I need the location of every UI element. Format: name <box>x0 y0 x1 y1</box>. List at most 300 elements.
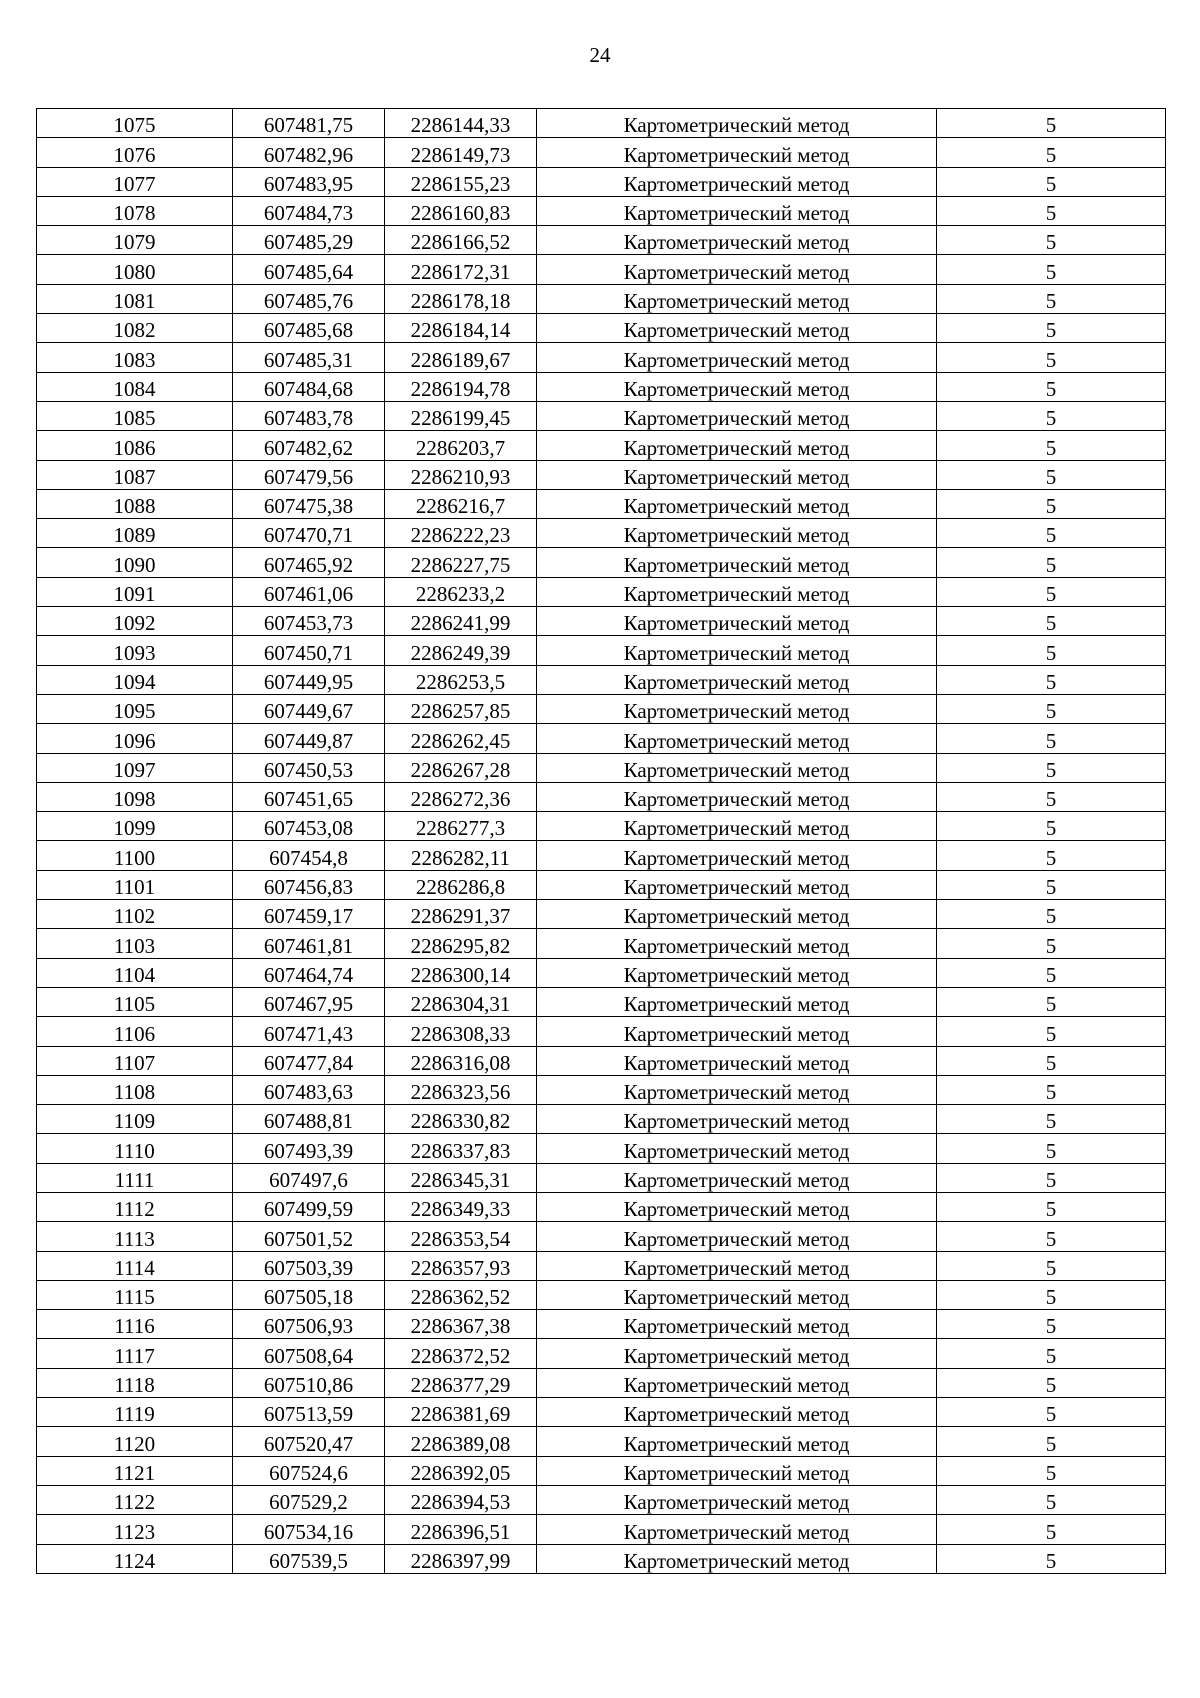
method-cell: Картометрический метод <box>537 1017 937 1046</box>
table-row <box>37 109 1166 138</box>
point-number-cell: 1116 <box>37 1310 233 1339</box>
y-coordinate-cell: 2286397,99 <box>385 1544 537 1573</box>
point-number-cell: 1081 <box>37 284 233 313</box>
point-number-cell: 1087 <box>37 460 233 489</box>
x-coordinate-cell: 607461,06 <box>233 577 385 606</box>
accuracy-cell: 5 <box>937 167 1166 196</box>
x-coordinate-cell: 607450,71 <box>233 636 385 665</box>
x-coordinate-cell: 607479,56 <box>233 460 385 489</box>
y-coordinate-cell: 2286144,33 <box>385 109 537 138</box>
x-coordinate-cell: 607520,47 <box>233 1427 385 1456</box>
method-cell: Картометрический метод <box>537 284 937 313</box>
point-number-cell: 1101 <box>37 870 233 899</box>
point-number-cell: 1111 <box>37 1163 233 1192</box>
x-coordinate-cell: 607529,2 <box>233 1485 385 1514</box>
x-coordinate-cell: 607475,38 <box>233 489 385 518</box>
y-coordinate-cell: 2286349,33 <box>385 1192 537 1221</box>
accuracy-cell: 5 <box>937 431 1166 460</box>
table-row <box>37 1134 1166 1163</box>
accuracy-cell: 5 <box>937 1046 1166 1075</box>
method-cell: Картометрический метод <box>537 958 937 987</box>
accuracy-cell: 5 <box>937 1222 1166 1251</box>
table-row <box>37 1017 1166 1046</box>
method-cell: Картометрический метод <box>537 548 937 577</box>
method-cell: Картометрический метод <box>537 782 937 811</box>
table-row <box>37 284 1166 313</box>
point-number-cell: 1092 <box>37 607 233 636</box>
method-cell: Картометрический метод <box>537 196 937 225</box>
method-cell: Картометрический метод <box>537 1427 937 1456</box>
table-row <box>37 1105 1166 1134</box>
method-cell: Картометрический метод <box>537 1398 937 1427</box>
y-coordinate-cell: 2286194,78 <box>385 372 537 401</box>
accuracy-cell: 5 <box>937 548 1166 577</box>
point-number-cell: 1084 <box>37 372 233 401</box>
point-number-cell: 1093 <box>37 636 233 665</box>
x-coordinate-cell: 607539,5 <box>233 1544 385 1573</box>
y-coordinate-cell: 2286316,08 <box>385 1046 537 1075</box>
table-row <box>37 753 1166 782</box>
method-cell: Картометрический метод <box>537 1105 937 1134</box>
x-coordinate-cell: 607505,18 <box>233 1280 385 1309</box>
table-row <box>37 812 1166 841</box>
method-cell: Картометрический метод <box>537 401 937 430</box>
table-row <box>37 1075 1166 1104</box>
y-coordinate-cell: 2286160,83 <box>385 196 537 225</box>
x-coordinate-cell: 607464,74 <box>233 958 385 987</box>
point-number-cell: 1076 <box>37 138 233 167</box>
method-cell: Картометрический метод <box>537 1544 937 1573</box>
y-coordinate-cell: 2286300,14 <box>385 958 537 987</box>
table-row <box>37 1222 1166 1251</box>
method-cell: Картометрический метод <box>537 167 937 196</box>
point-number-cell: 1103 <box>37 929 233 958</box>
point-number-cell: 1085 <box>37 401 233 430</box>
table-row <box>37 519 1166 548</box>
point-number-cell: 1104 <box>37 958 233 987</box>
y-coordinate-cell: 2286210,93 <box>385 460 537 489</box>
accuracy-cell: 5 <box>937 841 1166 870</box>
y-coordinate-cell: 2286396,51 <box>385 1515 537 1544</box>
x-coordinate-cell: 607503,39 <box>233 1251 385 1280</box>
table-row <box>37 138 1166 167</box>
x-coordinate-cell: 607483,63 <box>233 1075 385 1104</box>
accuracy-cell: 5 <box>937 724 1166 753</box>
y-coordinate-cell: 2286337,83 <box>385 1134 537 1163</box>
page-number: 24 <box>589 43 611 67</box>
accuracy-cell: 5 <box>937 1251 1166 1280</box>
y-coordinate-cell: 2286362,52 <box>385 1280 537 1309</box>
y-coordinate-cell: 2286353,54 <box>385 1222 537 1251</box>
method-cell: Картометрический метод <box>537 812 937 841</box>
x-coordinate-cell: 607450,53 <box>233 753 385 782</box>
method-cell: Картометрический метод <box>537 1485 937 1514</box>
accuracy-cell: 5 <box>937 1485 1166 1514</box>
table-row <box>37 489 1166 518</box>
method-cell: Картометрический метод <box>537 1222 937 1251</box>
accuracy-cell: 5 <box>937 870 1166 899</box>
x-coordinate-cell: 607465,92 <box>233 548 385 577</box>
y-coordinate-cell: 2286149,73 <box>385 138 537 167</box>
accuracy-cell: 5 <box>937 314 1166 343</box>
accuracy-cell: 5 <box>937 958 1166 987</box>
point-number-cell: 1083 <box>37 343 233 372</box>
x-coordinate-cell: 607485,64 <box>233 255 385 284</box>
point-number-cell: 1075 <box>37 109 233 138</box>
accuracy-cell: 5 <box>937 1163 1166 1192</box>
x-coordinate-cell: 607488,81 <box>233 1105 385 1134</box>
accuracy-cell: 5 <box>937 753 1166 782</box>
method-cell: Картометрический метод <box>537 431 937 460</box>
accuracy-cell: 5 <box>937 226 1166 255</box>
point-number-cell: 1114 <box>37 1251 233 1280</box>
table-row <box>37 1485 1166 1514</box>
accuracy-cell: 5 <box>937 372 1166 401</box>
table-row <box>37 314 1166 343</box>
point-number-cell: 1102 <box>37 900 233 929</box>
y-coordinate-cell: 2286277,3 <box>385 812 537 841</box>
table-row <box>37 226 1166 255</box>
y-coordinate-cell: 2286357,93 <box>385 1251 537 1280</box>
y-coordinate-cell: 2286199,45 <box>385 401 537 430</box>
accuracy-cell: 5 <box>937 1017 1166 1046</box>
accuracy-cell: 5 <box>937 489 1166 518</box>
table-row <box>37 1280 1166 1309</box>
accuracy-cell: 5 <box>937 1368 1166 1397</box>
table-row <box>37 167 1166 196</box>
method-cell: Картометрический метод <box>537 665 937 694</box>
table-row <box>37 255 1166 284</box>
x-coordinate-cell: 607453,73 <box>233 607 385 636</box>
method-cell: Картометрический метод <box>537 372 937 401</box>
method-cell: Картометрический метод <box>537 724 937 753</box>
method-cell: Картометрический метод <box>537 1192 937 1221</box>
table-row <box>37 636 1166 665</box>
y-coordinate-cell: 2286227,75 <box>385 548 537 577</box>
y-coordinate-cell: 2286253,5 <box>385 665 537 694</box>
accuracy-cell: 5 <box>937 519 1166 548</box>
y-coordinate-cell: 2286377,29 <box>385 1368 537 1397</box>
accuracy-cell: 5 <box>937 284 1166 313</box>
accuracy-cell: 5 <box>937 1134 1166 1163</box>
x-coordinate-cell: 607513,59 <box>233 1398 385 1427</box>
point-number-cell: 1088 <box>37 489 233 518</box>
point-number-cell: 1077 <box>37 167 233 196</box>
table-row <box>37 196 1166 225</box>
x-coordinate-cell: 607485,31 <box>233 343 385 372</box>
point-number-cell: 1112 <box>37 1192 233 1221</box>
method-cell: Картометрический метод <box>537 343 937 372</box>
x-coordinate-cell: 607449,67 <box>233 694 385 723</box>
table-row <box>37 929 1166 958</box>
y-coordinate-cell: 2286241,99 <box>385 607 537 636</box>
method-cell: Картометрический метод <box>537 636 937 665</box>
point-number-cell: 1095 <box>37 694 233 723</box>
x-coordinate-cell: 607477,84 <box>233 1046 385 1075</box>
point-number-cell: 1123 <box>37 1515 233 1544</box>
x-coordinate-cell: 607524,6 <box>233 1456 385 1485</box>
table-row <box>37 372 1166 401</box>
method-cell: Картометрический метод <box>537 1134 937 1163</box>
method-cell: Картометрический метод <box>537 519 937 548</box>
x-coordinate-cell: 607510,86 <box>233 1368 385 1397</box>
table-row <box>37 1456 1166 1485</box>
method-cell: Картометрический метод <box>537 1163 937 1192</box>
accuracy-cell: 5 <box>937 1075 1166 1104</box>
table-row <box>37 870 1166 899</box>
accuracy-cell: 5 <box>937 577 1166 606</box>
table-row <box>37 1515 1166 1544</box>
table-row <box>37 1046 1166 1075</box>
method-cell: Картометрический метод <box>537 607 937 636</box>
table-row <box>37 1427 1166 1456</box>
table-row <box>37 1398 1166 1427</box>
table-row <box>37 987 1166 1016</box>
point-number-cell: 1090 <box>37 548 233 577</box>
accuracy-cell: 5 <box>937 1280 1166 1309</box>
table-row <box>37 401 1166 430</box>
method-cell: Картометрический метод <box>537 870 937 899</box>
y-coordinate-cell: 2286308,33 <box>385 1017 537 1046</box>
y-coordinate-cell: 2286267,28 <box>385 753 537 782</box>
accuracy-cell: 5 <box>937 460 1166 489</box>
y-coordinate-cell: 2286166,52 <box>385 226 537 255</box>
point-number-cell: 1089 <box>37 519 233 548</box>
table-row <box>37 343 1166 372</box>
point-number-cell: 1115 <box>37 1280 233 1309</box>
accuracy-cell: 5 <box>937 138 1166 167</box>
y-coordinate-cell: 2286222,23 <box>385 519 537 548</box>
y-coordinate-cell: 2286392,05 <box>385 1456 537 1485</box>
point-number-cell: 1094 <box>37 665 233 694</box>
table-row <box>37 900 1166 929</box>
accuracy-cell: 5 <box>937 1427 1166 1456</box>
x-coordinate-cell: 607484,73 <box>233 196 385 225</box>
y-coordinate-cell: 2286345,31 <box>385 1163 537 1192</box>
x-coordinate-cell: 607470,71 <box>233 519 385 548</box>
x-coordinate-cell: 607485,76 <box>233 284 385 313</box>
x-coordinate-cell: 607461,81 <box>233 929 385 958</box>
point-number-cell: 1121 <box>37 1456 233 1485</box>
table-row <box>37 1251 1166 1280</box>
coordinates-table-body <box>37 109 1166 1574</box>
x-coordinate-cell: 607456,83 <box>233 870 385 899</box>
y-coordinate-cell: 2286249,39 <box>385 636 537 665</box>
point-number-cell: 1120 <box>37 1427 233 1456</box>
y-coordinate-cell: 2286257,85 <box>385 694 537 723</box>
y-coordinate-cell: 2286178,18 <box>385 284 537 313</box>
method-cell: Картометрический метод <box>537 489 937 518</box>
coordinates-table <box>36 108 1166 1574</box>
x-coordinate-cell: 607454,8 <box>233 841 385 870</box>
table-row <box>37 548 1166 577</box>
accuracy-cell: 5 <box>937 343 1166 372</box>
method-cell: Картометрический метод <box>537 1280 937 1309</box>
method-cell: Картометрический метод <box>537 1310 937 1339</box>
y-coordinate-cell: 2286282,11 <box>385 841 537 870</box>
method-cell: Картометрический метод <box>537 987 937 1016</box>
table-row <box>37 958 1166 987</box>
x-coordinate-cell: 607482,96 <box>233 138 385 167</box>
accuracy-cell: 5 <box>937 401 1166 430</box>
point-number-cell: 1099 <box>37 812 233 841</box>
x-coordinate-cell: 607467,95 <box>233 987 385 1016</box>
method-cell: Картометрический метод <box>537 1368 937 1397</box>
method-cell: Картометрический метод <box>537 929 937 958</box>
y-coordinate-cell: 2286172,31 <box>385 255 537 284</box>
table-row <box>37 1310 1166 1339</box>
table-row <box>37 577 1166 606</box>
method-cell: Картометрический метод <box>537 841 937 870</box>
table-row <box>37 782 1166 811</box>
point-number-cell: 1106 <box>37 1017 233 1046</box>
x-coordinate-cell: 607482,62 <box>233 431 385 460</box>
accuracy-cell: 5 <box>937 636 1166 665</box>
point-number-cell: 1110 <box>37 1134 233 1163</box>
table-row <box>37 607 1166 636</box>
point-number-cell: 1082 <box>37 314 233 343</box>
y-coordinate-cell: 2286389,08 <box>385 1427 537 1456</box>
x-coordinate-cell: 607499,59 <box>233 1192 385 1221</box>
table-row <box>37 1192 1166 1221</box>
accuracy-cell: 5 <box>937 929 1166 958</box>
table-row <box>37 1368 1166 1397</box>
table-row <box>37 694 1166 723</box>
accuracy-cell: 5 <box>937 1544 1166 1573</box>
accuracy-cell: 5 <box>937 694 1166 723</box>
method-cell: Картометрический метод <box>537 900 937 929</box>
y-coordinate-cell: 2286203,7 <box>385 431 537 460</box>
table-row <box>37 1163 1166 1192</box>
table-row <box>37 665 1166 694</box>
accuracy-cell: 5 <box>937 1310 1166 1339</box>
accuracy-cell: 5 <box>937 987 1166 1016</box>
method-cell: Картометрический метод <box>537 1339 937 1368</box>
point-number-cell: 1113 <box>37 1222 233 1251</box>
x-coordinate-cell: 607501,52 <box>233 1222 385 1251</box>
method-cell: Картометрический метод <box>537 1046 937 1075</box>
table-row <box>37 460 1166 489</box>
y-coordinate-cell: 2286381,69 <box>385 1398 537 1427</box>
accuracy-cell: 5 <box>937 255 1166 284</box>
method-cell: Картометрический метод <box>537 694 937 723</box>
accuracy-cell: 5 <box>937 665 1166 694</box>
y-coordinate-cell: 2286272,36 <box>385 782 537 811</box>
point-number-cell: 1098 <box>37 782 233 811</box>
accuracy-cell: 5 <box>937 109 1166 138</box>
x-coordinate-cell: 607485,68 <box>233 314 385 343</box>
point-number-cell: 1079 <box>37 226 233 255</box>
accuracy-cell: 5 <box>937 1339 1166 1368</box>
point-number-cell: 1105 <box>37 987 233 1016</box>
x-coordinate-cell: 607471,43 <box>233 1017 385 1046</box>
point-number-cell: 1100 <box>37 841 233 870</box>
x-coordinate-cell: 607534,16 <box>233 1515 385 1544</box>
accuracy-cell: 5 <box>937 196 1166 225</box>
x-coordinate-cell: 607459,17 <box>233 900 385 929</box>
method-cell: Картометрический метод <box>537 1456 937 1485</box>
point-number-cell: 1118 <box>37 1368 233 1397</box>
x-coordinate-cell: 607497,6 <box>233 1163 385 1192</box>
point-number-cell: 1091 <box>37 577 233 606</box>
x-coordinate-cell: 607449,95 <box>233 665 385 694</box>
point-number-cell: 1078 <box>37 196 233 225</box>
point-number-cell: 1109 <box>37 1105 233 1134</box>
x-coordinate-cell: 607483,95 <box>233 167 385 196</box>
y-coordinate-cell: 2286372,52 <box>385 1339 537 1368</box>
point-number-cell: 1080 <box>37 255 233 284</box>
x-coordinate-cell: 607484,68 <box>233 372 385 401</box>
point-number-cell: 1108 <box>37 1075 233 1104</box>
x-coordinate-cell: 607493,39 <box>233 1134 385 1163</box>
method-cell: Картометрический метод <box>537 314 937 343</box>
method-cell: Картометрический метод <box>537 255 937 284</box>
y-coordinate-cell: 2286304,31 <box>385 987 537 1016</box>
y-coordinate-cell: 2286155,23 <box>385 167 537 196</box>
x-coordinate-cell: 607506,93 <box>233 1310 385 1339</box>
y-coordinate-cell: 2286233,2 <box>385 577 537 606</box>
y-coordinate-cell: 2286216,7 <box>385 489 537 518</box>
method-cell: Картометрический метод <box>537 138 937 167</box>
y-coordinate-cell: 2286330,82 <box>385 1105 537 1134</box>
y-coordinate-cell: 2286367,38 <box>385 1310 537 1339</box>
method-cell: Картометрический метод <box>537 1251 937 1280</box>
y-coordinate-cell: 2286262,45 <box>385 724 537 753</box>
x-coordinate-cell: 607508,64 <box>233 1339 385 1368</box>
point-number-cell: 1124 <box>37 1544 233 1573</box>
x-coordinate-cell: 607449,87 <box>233 724 385 753</box>
method-cell: Картометрический метод <box>537 226 937 255</box>
accuracy-cell: 5 <box>937 1105 1166 1134</box>
y-coordinate-cell: 2286184,14 <box>385 314 537 343</box>
x-coordinate-cell: 607453,08 <box>233 812 385 841</box>
table-row <box>37 724 1166 753</box>
y-coordinate-cell: 2286323,56 <box>385 1075 537 1104</box>
y-coordinate-cell: 2286394,53 <box>385 1485 537 1514</box>
method-cell: Картометрический метод <box>537 109 937 138</box>
point-number-cell: 1097 <box>37 753 233 782</box>
accuracy-cell: 5 <box>937 1456 1166 1485</box>
accuracy-cell: 5 <box>937 782 1166 811</box>
accuracy-cell: 5 <box>937 1398 1166 1427</box>
point-number-cell: 1107 <box>37 1046 233 1075</box>
point-number-cell: 1117 <box>37 1339 233 1368</box>
x-coordinate-cell: 607485,29 <box>233 226 385 255</box>
accuracy-cell: 5 <box>937 1515 1166 1544</box>
table-row <box>37 1339 1166 1368</box>
point-number-cell: 1119 <box>37 1398 233 1427</box>
accuracy-cell: 5 <box>937 1192 1166 1221</box>
table-row <box>37 431 1166 460</box>
y-coordinate-cell: 2286189,67 <box>385 343 537 372</box>
point-number-cell: 1096 <box>37 724 233 753</box>
accuracy-cell: 5 <box>937 900 1166 929</box>
y-coordinate-cell: 2286286,8 <box>385 870 537 899</box>
method-cell: Картометрический метод <box>537 577 937 606</box>
method-cell: Картометрический метод <box>537 753 937 782</box>
method-cell: Картометрический метод <box>537 460 937 489</box>
x-coordinate-cell: 607451,65 <box>233 782 385 811</box>
table-row <box>37 1544 1166 1573</box>
x-coordinate-cell: 607481,75 <box>233 109 385 138</box>
x-coordinate-cell: 607483,78 <box>233 401 385 430</box>
y-coordinate-cell: 2286295,82 <box>385 929 537 958</box>
table-row <box>37 841 1166 870</box>
point-number-cell: 1086 <box>37 431 233 460</box>
accuracy-cell: 5 <box>937 812 1166 841</box>
y-coordinate-cell: 2286291,37 <box>385 900 537 929</box>
accuracy-cell: 5 <box>937 607 1166 636</box>
